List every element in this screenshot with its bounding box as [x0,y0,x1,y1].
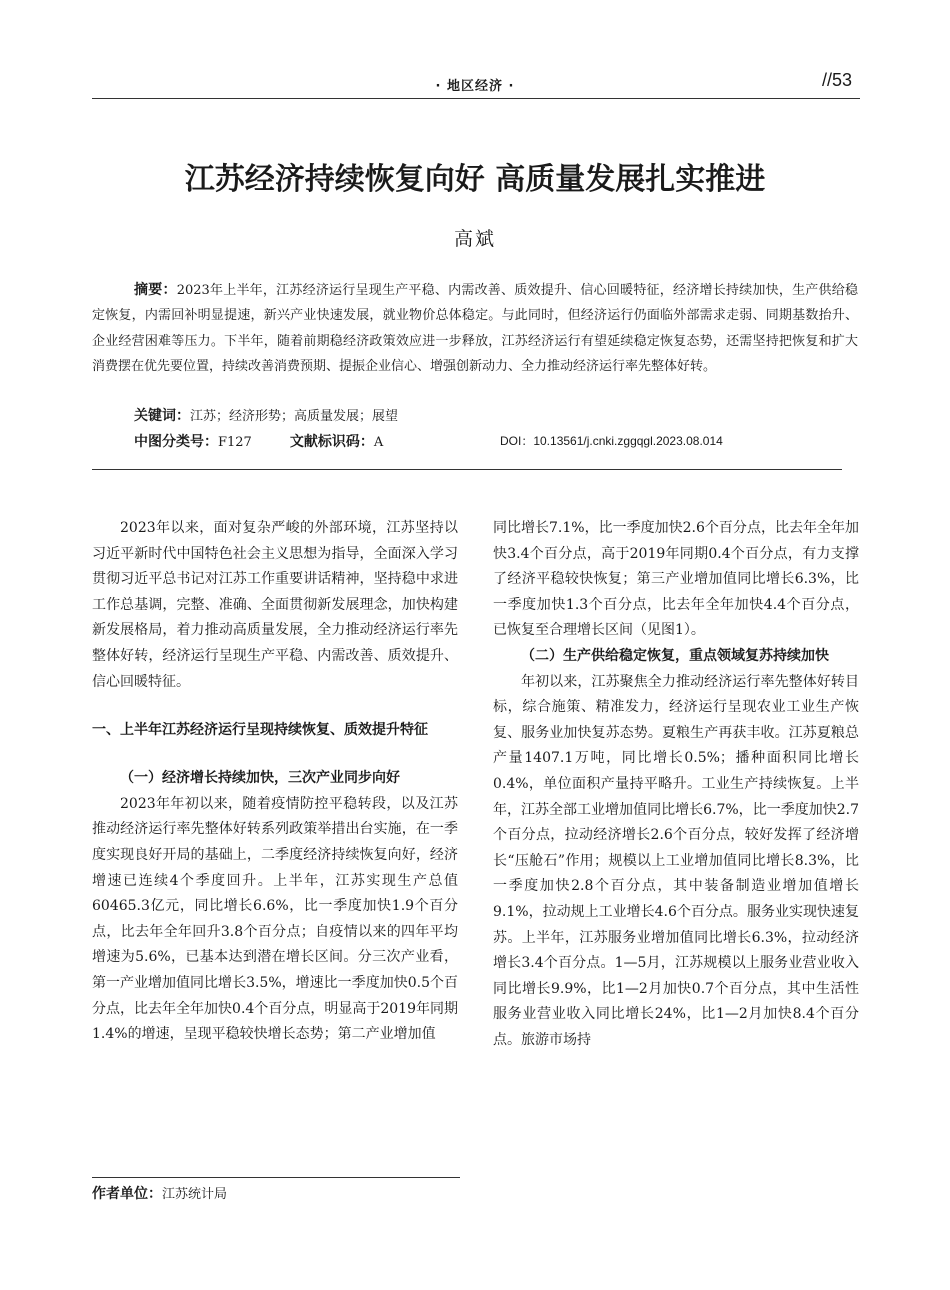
page-number: //53 [822,70,853,90]
keywords [134,404,398,429]
abstract-rule [92,469,842,470]
body-column-right [493,516,859,1053]
doi: DOI：10.13561/j.cnki.zggqgl.2023.08.014 [500,434,723,448]
paragraph: 2023年以来，面对复杂严峻的外部环境，江苏坚持以习近平新时代中国特色社会主义思想为指导，全面深入学习贯彻习近平总书记对江苏工作重要讲话精神，坚持稳中求进工作总基调，完整、准确、全面贯彻新发展理念，加快构建新发展格局，着力推动高质量发展，全力推动经济运行率先整体好转，经济运行呈现生产平稳、内需改善、质效提升、信心回暖特征。 [92,520,458,690]
paragraph: 2023年年初以来，随着疫情防控平稳转段，以及江苏推动经济运行率先整体好转系列政策举措出台实施，在一季度实现良好开局的基础上，二季度经济持续恢复向好，经济增速已连续4个季度回升。上半年，江苏实现生产总值60465.3亿元，同比增长6.6%，比一季度加快1.9个百分点，比去年全年回升3.8个百分点；自疫情以来的四年平均增速为5.6%，已基本达到潜在增长区间。分三次产业看，第一产业增加值同比增长3.5%，增速比一季度加快0.5个百分点，比去年全年加快0.4个百分点，明显高于2019年同期1.4%的增速，呈现平稳较快增长态势；第二产业增加值 [92,795,458,1043]
body-column-left [92,516,458,1048]
subsection-heading: （二）生产供给稳定恢复，重点领域复苏持续加快 [521,647,829,664]
footnote-label: 作者单位： [92,1186,162,1202]
paragraph: 年初以来，江苏聚焦全力推动经济运行率先整体好转目标，综合施策、精准发力，经济运行呈现农业工业生产恢复、服务业加快复苏态势。夏粮生产再获丰收。江苏夏粮总产量1407.1万吨，同比增长0.5%；播种面积同比增长0.4%，单位面积产量持平略升。工业生产持续恢复。上半年，江苏全部工业增加值同比增长6.7%，比一季度加快2.7个百分点，拉动经济增长2.6个百分点，较好发挥了经济增长“压舱石”作用；规模以上工业增加值同比增长8.3%，比一季度加快2.8个百分点，其中装备制造业增加值增长9.1%，拉动规上工业增长4.6个百分点。服务业实现快速复苏。上半年，江苏服务业增加值同比增长6.3%，拉动经济增长3.4个百分点。1—5月，江苏规模以上服务业营业收入同比增长9.9%，比1—2月加快0.7个百分点，其中生活性服务业营业收入同比增长24%，比1—2月加快8.4个百分点。旅游市场持 [493,673,859,1048]
keywords-label: 关键词： [134,408,190,424]
abstract-text: 2023年上半年，江苏经济运行呈现生产平稳、内需改善、质效提升、信心回暖特征，经济增长持续加快，生产供给稳定恢复，内需回补明显提速，新兴产业快速发展，就业物价总体稳定。与此同时，但经济运行仍面临外部需求走弱、同期基数抬升、企业经营困难等压力。下半年，随着前期稳经济政策效应进一步释放，江苏经济运行有望延续稳定恢复态势，还需坚持把恢复和扩大消费摆在优先要位置，持续改善消费预期、提振企业信心、增强创新动力、全力推动经济运行率先整体好转。 [92,283,858,374]
class-label: 中图分类号： [134,434,218,450]
footnote [92,1183,227,1203]
keywords-text: 江苏；经济形势；高质量发展；展望 [190,409,399,424]
section-label: · 地区经济 · [435,79,515,94]
class-value: F127 [218,435,252,450]
doc-label: 文献标识码： [289,434,374,450]
article-author: 高斌 [453,228,496,250]
abstract [92,278,858,379]
footnote-value: 江苏统计局 [162,1187,228,1202]
abstract-label: 摘要： [134,282,177,298]
footnote-rule [92,1177,460,1178]
header-rule [92,98,860,99]
section-heading: 一、上半年江苏经济运行呈现持续恢复、质效提升特征 [92,722,428,739]
doc-value: A [373,435,384,450]
paragraph: 同比增长7.1%，比一季度加快2.6个百分点，比去年全年加快3.4个百分点，高于2019年同期0.4个百分点，有力支撑了经济平稳较快恢复；第三产业增加值同比增长6.3%，比一季度加快1.3个百分点，比去年全年加快4.4个百分点，已恢复至合理增长区间（见图1）。 [493,520,859,639]
subsection-heading: （一）经济增长持续加快，三次产业同步向好 [120,770,400,787]
classification [134,430,383,455]
article-title: 江苏经济持续恢复向好 高质量发展扎实推进 [184,162,766,197]
